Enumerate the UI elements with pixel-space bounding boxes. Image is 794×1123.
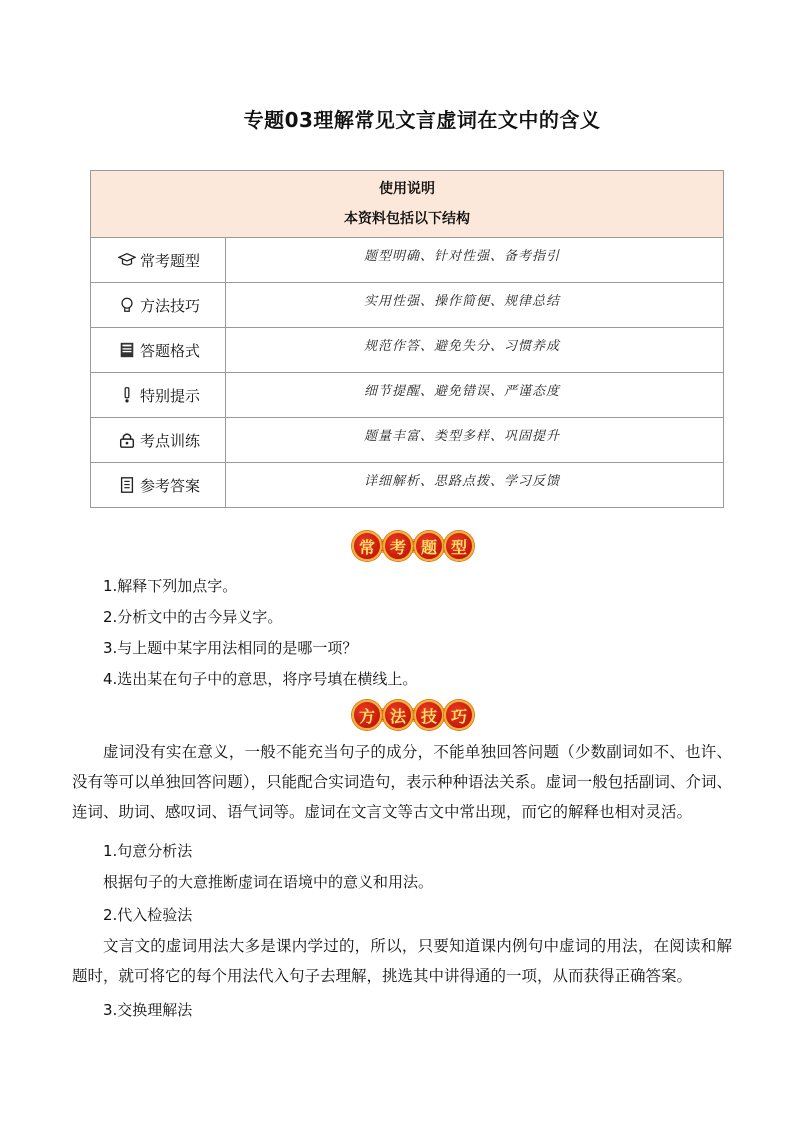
method-intro-paragraph: 虚词没有实在意义，一般不能充当句子的成分，不能单独回答问题（少数副词如不、也许、没有等可以单独回答问题），只能配合实词造句，表示种种语法关系。虚词一般包括副词、介词、连词、助词、感叹词、语气词等。虚词在文言文等古文中常出现，而它的解释也相对灵活。	[72, 743, 732, 821]
badge-char: 题	[414, 531, 444, 561]
guide-row	[91, 328, 724, 373]
guide-row-label: 方法技巧	[140, 296, 201, 315]
badge-char: 常	[352, 531, 382, 561]
guide-header-title: 使用说明	[379, 181, 435, 197]
guide-row	[91, 238, 724, 283]
page-title: 专题03理解常见文言虚词在文中的含义	[243, 108, 601, 132]
graduation-cap-icon	[118, 251, 136, 269]
method-title: 1.句意分析法	[103, 842, 193, 860]
guide-header	[91, 171, 724, 238]
method-text: 文言文的虚词用法大多是课内学过的，所以，只要知道课内例句中虚词的用法，在阅读和解题时，就可将它的每个用法代入句子去理解，挑选其中讲得通的一项，从而获得正确答案。	[72, 937, 732, 985]
question-item: 2.分析文中的古今异义字。	[103, 608, 283, 626]
guide-header-subtitle: 本资料包括以下结构	[344, 211, 470, 227]
badge-char: 技	[414, 700, 444, 730]
method-title: 3.交换理解法	[103, 1001, 193, 1019]
guide-row-desc: 题量丰富、类型多样、巩固提升	[226, 418, 724, 463]
badge-char: 型	[444, 531, 474, 561]
guide-row-label: 参考答案	[140, 476, 201, 495]
guide-row	[91, 373, 724, 418]
guide-row-desc: 细节提醒、避免错误、严谨态度	[226, 373, 724, 418]
usage-guide-table	[90, 170, 724, 508]
badge-char: 方	[352, 700, 382, 730]
guide-row-desc: 题型明确、针对性强、备考指引	[226, 238, 724, 283]
guide-row-label: 答题格式	[140, 341, 201, 360]
guide-row-desc: 详细解析、思路点拨、学习反馈	[226, 463, 724, 508]
badge-char: 考	[383, 531, 413, 561]
guide-row	[91, 418, 724, 463]
document-icon	[118, 476, 136, 494]
method-text: 根据句子的大意推断虚词在语境中的意义和用法。	[103, 873, 434, 891]
guide-row	[91, 283, 724, 328]
guide-row-label: 考点训练	[140, 431, 201, 450]
badge-char: 巧	[444, 700, 474, 730]
method-title: 2.代入检验法	[103, 906, 193, 924]
guide-row-label: 特别提示	[140, 386, 201, 405]
badge-char: 法	[383, 700, 413, 730]
book-icon	[118, 341, 136, 359]
exclamation-icon	[118, 386, 136, 404]
guide-row-desc: 规范作答、避免失分、习惯养成	[226, 328, 724, 373]
guide-row-desc: 实用性强、操作简便、规律总结	[226, 283, 724, 328]
question-item: 1.解释下列加点字。	[103, 577, 238, 595]
lightbulb-icon	[118, 296, 136, 314]
lock-icon	[118, 431, 136, 449]
guide-row	[91, 463, 724, 508]
question-item: 3.与上题中某字用法相同的是哪一项？	[103, 639, 358, 657]
section-badge-common-question-types	[352, 531, 474, 561]
guide-row-label: 常考题型	[140, 251, 201, 270]
section-badge-method-tips	[352, 700, 474, 730]
question-item: 4.选出某在句子中的意思，将序号填在横线上。	[103, 670, 418, 688]
